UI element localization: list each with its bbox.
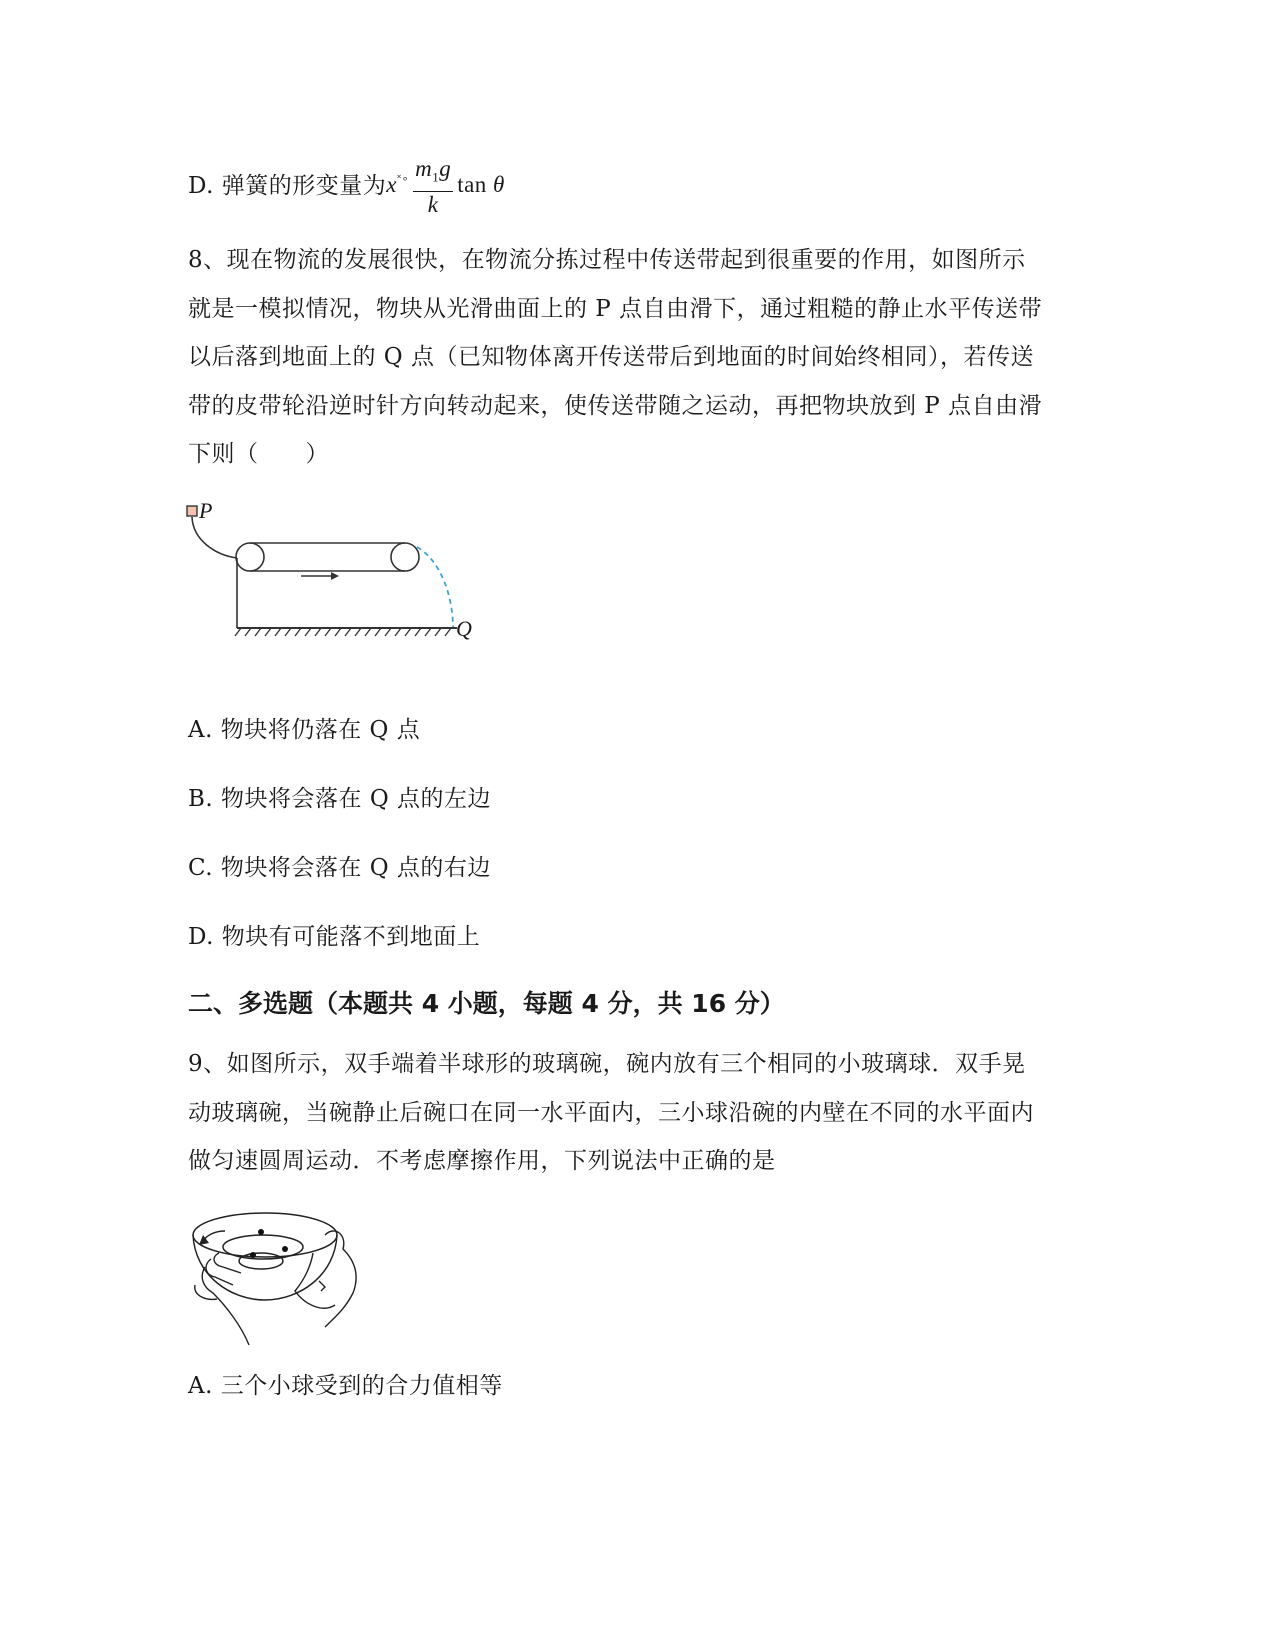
conveyor-belt-figure — [185, 500, 505, 660]
section-heading-multiple-choice: 二、多选题（本题共 4 小题，每题 4 分，共 16 分） — [188, 989, 785, 1018]
question-9-line: 做匀速圆周运动．不考虑摩擦作用，下列说法中正确的是 — [188, 1148, 776, 1174]
right-pulley — [391, 543, 419, 571]
formula-fraction — [413, 156, 453, 218]
formula-angle: θ — [493, 172, 505, 198]
ball-top — [258, 1229, 264, 1235]
formula-func: tan — [457, 172, 487, 198]
question-8-option-c: C. 物块将会落在 Q 点的右边 — [188, 855, 491, 881]
label-q: Q — [456, 616, 472, 641]
block-at-p — [187, 506, 197, 516]
ball-inner — [250, 1252, 256, 1258]
ball-right — [282, 1246, 288, 1252]
question-8-line: 就是一模拟情况，物块从光滑曲面上的 P 点自由滑下，通过粗糙的静止水平传送带 — [188, 295, 1043, 322]
trajectory-path — [417, 547, 453, 628]
formula-mark: ˟∘ — [396, 173, 410, 186]
option-d-text: D. 弹簧的形变量为 — [188, 172, 387, 199]
question-8-line: 8、现在物流的发展很快，在物流分拣过程中传送带起到很重要的作用，如图所示 — [188, 247, 1026, 273]
question-9-option-a: A. 三个小球受到的合力值相等 — [188, 1373, 503, 1399]
label-p: P — [199, 500, 213, 523]
question-8-line: 下则（ ） — [188, 441, 329, 467]
question-8-option-a: A. 物块将仍落在 Q 点 — [188, 717, 421, 743]
question-8-option-b: B. 物块将会落在 Q 点的左边 — [188, 786, 492, 812]
smooth-curve — [192, 517, 237, 558]
question-8-line: 带的皮带轮沿逆时针方向转动起来，使传送带随之运动，再把物块放到 P 点自由滑 — [188, 392, 1043, 419]
hands-outline — [195, 1231, 356, 1345]
formula-var: x — [386, 172, 397, 198]
formula — [386, 156, 505, 218]
question-8-line: 以后落到地面上的 Q 点（已知物体离开传送带后到地面的时间始终相同），若传送 — [188, 344, 1034, 370]
formula-numerator: $m_1g$ — [413, 156, 453, 192]
orbit-lower — [239, 1253, 283, 1269]
left-pulley — [236, 543, 264, 571]
ground-hatching — [235, 628, 451, 636]
formula-denominator: k — [427, 191, 439, 217]
glass-bowl-hands-figure — [185, 1205, 365, 1355]
question-8-option-d: D. 物块有可能落不到地面上 — [188, 924, 481, 950]
orbit-upper — [223, 1235, 303, 1259]
question-9-line: 9、如图所示，双手端着半球形的玻璃碗，碗内放有三个相同的小玻璃球．双手晃 — [188, 1051, 1026, 1077]
option-d-spring-deformation — [188, 156, 505, 218]
right-arrow-icon — [301, 572, 339, 580]
bowl-body — [193, 1235, 337, 1300]
question-8-stem — [188, 236, 1088, 479]
question-9-line: 动玻璃碗，当碗静止后碗口在同一水平面内，三小球沿碗的内壁在不同的水平面内 — [188, 1099, 1034, 1126]
question-9-stem — [188, 1040, 1088, 1186]
